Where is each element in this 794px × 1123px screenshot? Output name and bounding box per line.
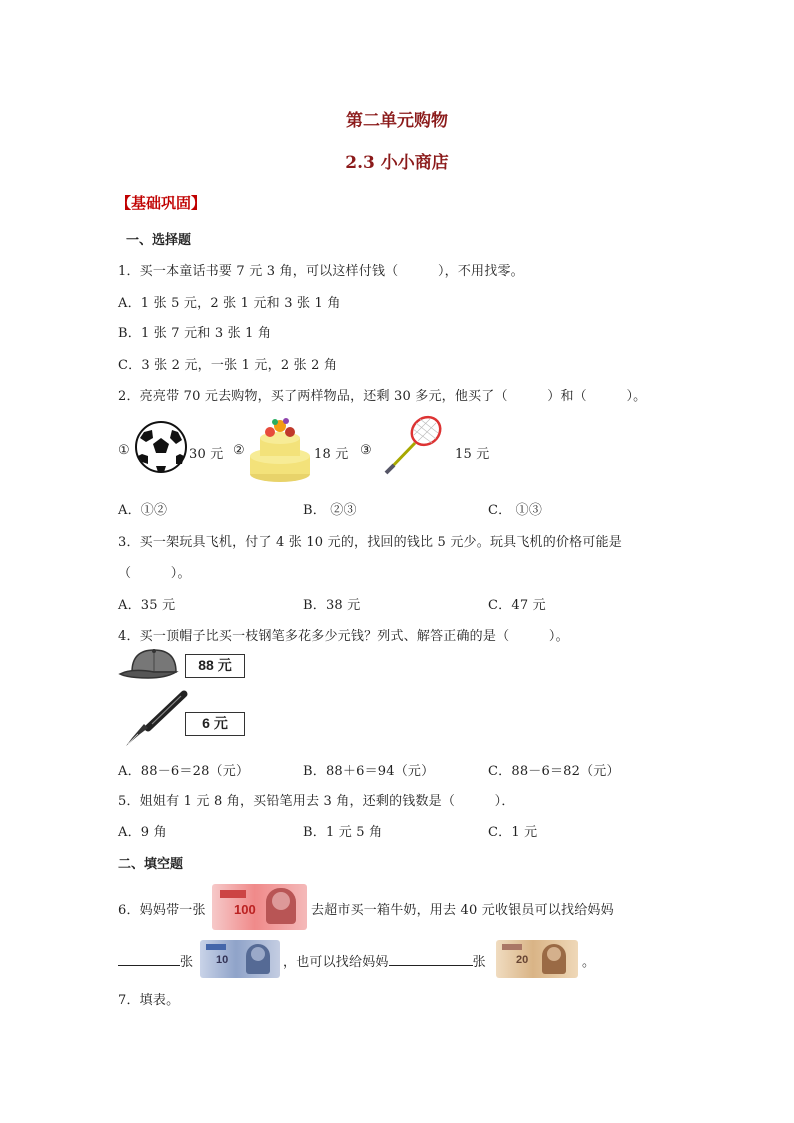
q6-text-part1: 6．妈妈带一张 — [118, 903, 206, 918]
q6-line2 — [118, 951, 193, 970]
cap-icon — [118, 646, 182, 680]
q4-option-b: B．88＋6＝94（元） — [303, 764, 435, 779]
q1-option-c: C．3 张 2 元，一张 1 元，2 张 2 角 — [118, 358, 338, 373]
q1-option-b: B．1 张 7 元和 3 张 1 角 — [118, 326, 272, 341]
q2-item3-price: 15 元 — [455, 447, 490, 462]
q2-item2-price: 18 元 — [314, 447, 349, 462]
q6-unit-2: 张 — [472, 955, 486, 970]
q6-blank-2[interactable] — [389, 965, 473, 966]
cake-icon — [248, 412, 312, 484]
q2-option-c: C． ①③ — [488, 503, 543, 518]
banknote-20-image — [496, 940, 578, 978]
q2-stem: 2．亮亮带 70 元去购物，买了两样物品，还剩 30 多元，他买了（ ）和（ ）。 — [118, 389, 647, 404]
fountain-pen-icon — [118, 690, 188, 750]
q6-line2-mid — [283, 951, 486, 970]
q6-text-part2: 去超市买一箱牛奶，用去 40 元收银员可以找给妈妈 — [311, 903, 614, 918]
q2-option-b: B． ②③ — [303, 503, 357, 518]
q4-option-c: C．88－6＝82（元） — [488, 764, 620, 779]
q2-item2-num: ② — [233, 443, 245, 458]
q2-item1-num: ① — [118, 443, 130, 458]
banknote-10-value: 10 — [216, 954, 229, 966]
cap-price-box: 88 元 — [185, 654, 245, 678]
q2-item3-num: ③ — [360, 443, 372, 458]
soccer-ball-icon — [134, 420, 188, 474]
part1-heading: 一、选择题 — [126, 233, 192, 248]
q3-stem: 3．买一架玩具飞机，付了 4 张 10 元的，找回的钱比 5 元少。玩具飞机的价格可能是 — [118, 535, 622, 550]
q2-option-a: A．①② — [118, 503, 168, 518]
q5-stem: 5．姐姐有 1 元 8 角，买铅笔用去 3 角，还剩的钱数是（ ）． — [118, 794, 515, 809]
badminton-racket-icon — [380, 413, 446, 479]
q5-option-a: A．9 角 — [118, 825, 167, 840]
lesson-title: 2.3 小小商店 — [345, 153, 449, 173]
banknote-20-value: 20 — [516, 954, 529, 966]
q6-unit-1: 张 — [180, 955, 194, 970]
q1-stem: 1．买一本童话书要 7 元 3 角，可以这样付钱（ ），不用找零。 — [118, 264, 524, 279]
banknote-100-image — [212, 884, 307, 930]
banknote-10-image — [200, 940, 280, 978]
section-label: 【基础巩固】 — [116, 194, 207, 212]
q7-stem: 7．填表。 — [118, 993, 180, 1008]
q6-mid-text: ，也可以找给妈妈 — [283, 955, 389, 970]
q3-option-a: A．35 元 — [118, 598, 176, 613]
pen-price-box: 6 元 — [185, 712, 245, 736]
q5-option-c: C．1 元 — [488, 825, 538, 840]
q3-stem-blank: （ ）。 — [118, 566, 191, 581]
q4-stem: 4．买一顶帽子比买一枝钢笔多花多少元钱？列式、解答正确的是（ ）。 — [118, 629, 569, 644]
q3-option-b: B．38 元 — [303, 598, 361, 613]
unit-title: 第二单元购物 — [346, 111, 448, 131]
q5-option-b: B．1 元 5 角 — [303, 825, 383, 840]
q3-option-c: C．47 元 — [488, 598, 546, 613]
part2-heading: 二、填空题 — [118, 857, 184, 872]
q4-option-a: A．88－6＝28（元） — [118, 764, 250, 779]
q2-item1-price: 30 元 — [189, 447, 224, 462]
q6-end: 。 — [582, 955, 596, 970]
q6-blank-1[interactable] — [118, 965, 180, 966]
banknote-100-value: 100 — [234, 902, 256, 917]
q1-option-a: A．1 张 5 元，2 张 1 元和 3 张 1 角 — [118, 296, 341, 311]
